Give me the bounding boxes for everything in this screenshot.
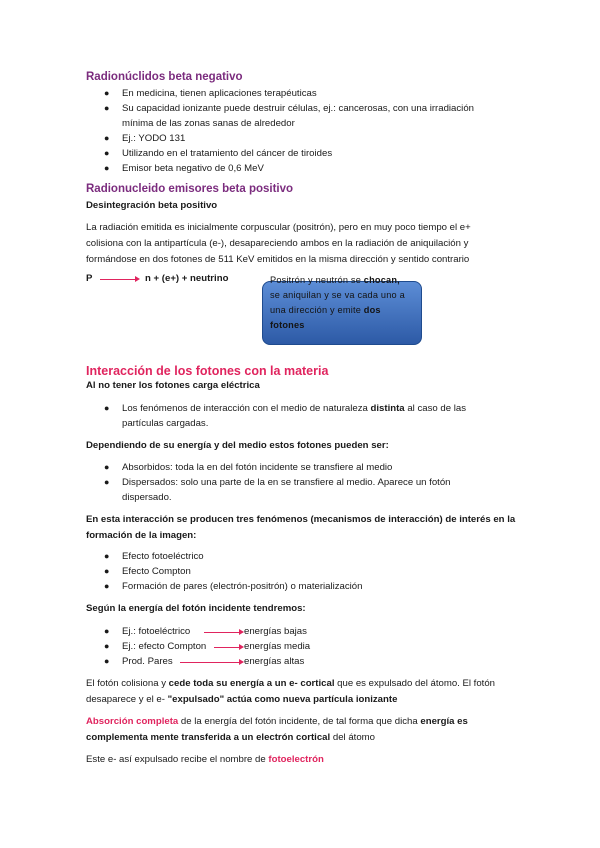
paragraph-line: desaparece y el e- "expulsado" actúa como nueva partícula ionizante: [86, 694, 398, 705]
list-item: ● Utilizando en el tratamiento del cáncer de tiroides: [104, 148, 333, 159]
list-item: ● Ej.: fotoeléctrico: [104, 626, 191, 637]
equation-left: P: [86, 273, 93, 284]
list-item: ● Ej.: efecto Compton: [104, 641, 207, 652]
list-item: ● Efecto Compton: [104, 566, 191, 577]
section-title-beta-negativo: Radionúclidos beta negativo: [86, 71, 243, 83]
callout-text: Positrón y neutrón se chocan, se aniquilan y se va cada uno a una dirección y emite dos fotones: [270, 275, 405, 330]
paragraph-line: Según la energía del fotón incidente tendremos:: [86, 603, 306, 614]
paragraph-line: Dependiendo de su energía y del medio estos fotones pueden ser:: [86, 440, 389, 451]
paragraph-line: La radiación emitida es inicialmente corpuscular (positrón), pero en muy poco tiempo el e+: [86, 222, 471, 233]
list-item: ● En medicina, tienen aplicaciones terapéuticas: [104, 88, 317, 99]
arrow-icon: [214, 647, 240, 648]
list-item: ● Prod. Pares: [104, 656, 173, 667]
list-item: ● Absorbidos: toda la en del fotón incidente se transfiere al medio: [104, 462, 393, 473]
list-item: ● Su capacidad ionizante puede destruir células, ej.: cancerosas, con una irradiación: [104, 103, 474, 114]
list-item-continuation: partículas cargadas.: [122, 418, 209, 429]
list-item: ● Efecto fotoeléctrico: [104, 551, 204, 562]
list-item-continuation: dispersado.: [122, 492, 172, 503]
equation-right: n + (e+) + neutrino: [145, 273, 229, 284]
list-item: ● Emisor beta negativo de 0,6 MeV: [104, 163, 264, 174]
subtitle: Desintegración beta positivo: [86, 200, 218, 211]
section-title-beta-positivo: Radionucleido emisores beta positivo: [86, 183, 294, 195]
list-item-continuation: mínima de las zonas sanas de alrededor: [122, 118, 295, 129]
paragraph-line: En esta interacción se producen tres fenómenos (mecanismos de interacción) de interés en la: [86, 514, 516, 525]
paragraph-line: Este e- así expulsado recibe el nombre de fotoelectrón: [86, 754, 324, 765]
paragraph-line: Absorción completa de la energía del fotón incidente, de tal forma que dicha energía es: [86, 716, 468, 727]
list-item: ● Ej.: YODO 131: [104, 133, 186, 144]
subtitle: Al no tener los fotones carga eléctrica: [86, 380, 260, 391]
list-item: ● Dispersados: solo una parte de la en se transfiere al medio. Aparece un fotón: [104, 477, 451, 488]
section-title-interaccion: Interacción de los fotones con la materia: [86, 364, 329, 378]
paragraph-line: colisiona con la antipartícula (e-), desapareciendo ambos en la radiación de aniquilación y: [86, 238, 469, 249]
list-item: ● Los fenómenos de interacción con el medio de naturaleza distinta al caso de las: [104, 403, 466, 414]
paragraph-line: El fotón colisiona y cede toda su energía a un e- cortical que es expulsado del átomo. El fotón: [86, 678, 496, 689]
arrow-icon: [180, 662, 240, 663]
energy-label: energías media: [244, 641, 311, 652]
paragraph-line: complementa mente transferida a un electrón cortical del átomo: [86, 732, 375, 743]
paragraph-line: formándose en dos fotones de 511 KeV emitidos en la misma dirección y sentido contrario: [86, 254, 470, 265]
arrow-icon: [100, 279, 136, 280]
arrow-icon: [204, 632, 240, 633]
energy-label: energías bajas: [244, 626, 307, 637]
paragraph-line: formación de la imagen:: [86, 530, 197, 541]
energy-label: energías altas: [244, 656, 305, 667]
list-item: ● Formación de pares (electrón-positrón) o materialización: [104, 581, 363, 592]
